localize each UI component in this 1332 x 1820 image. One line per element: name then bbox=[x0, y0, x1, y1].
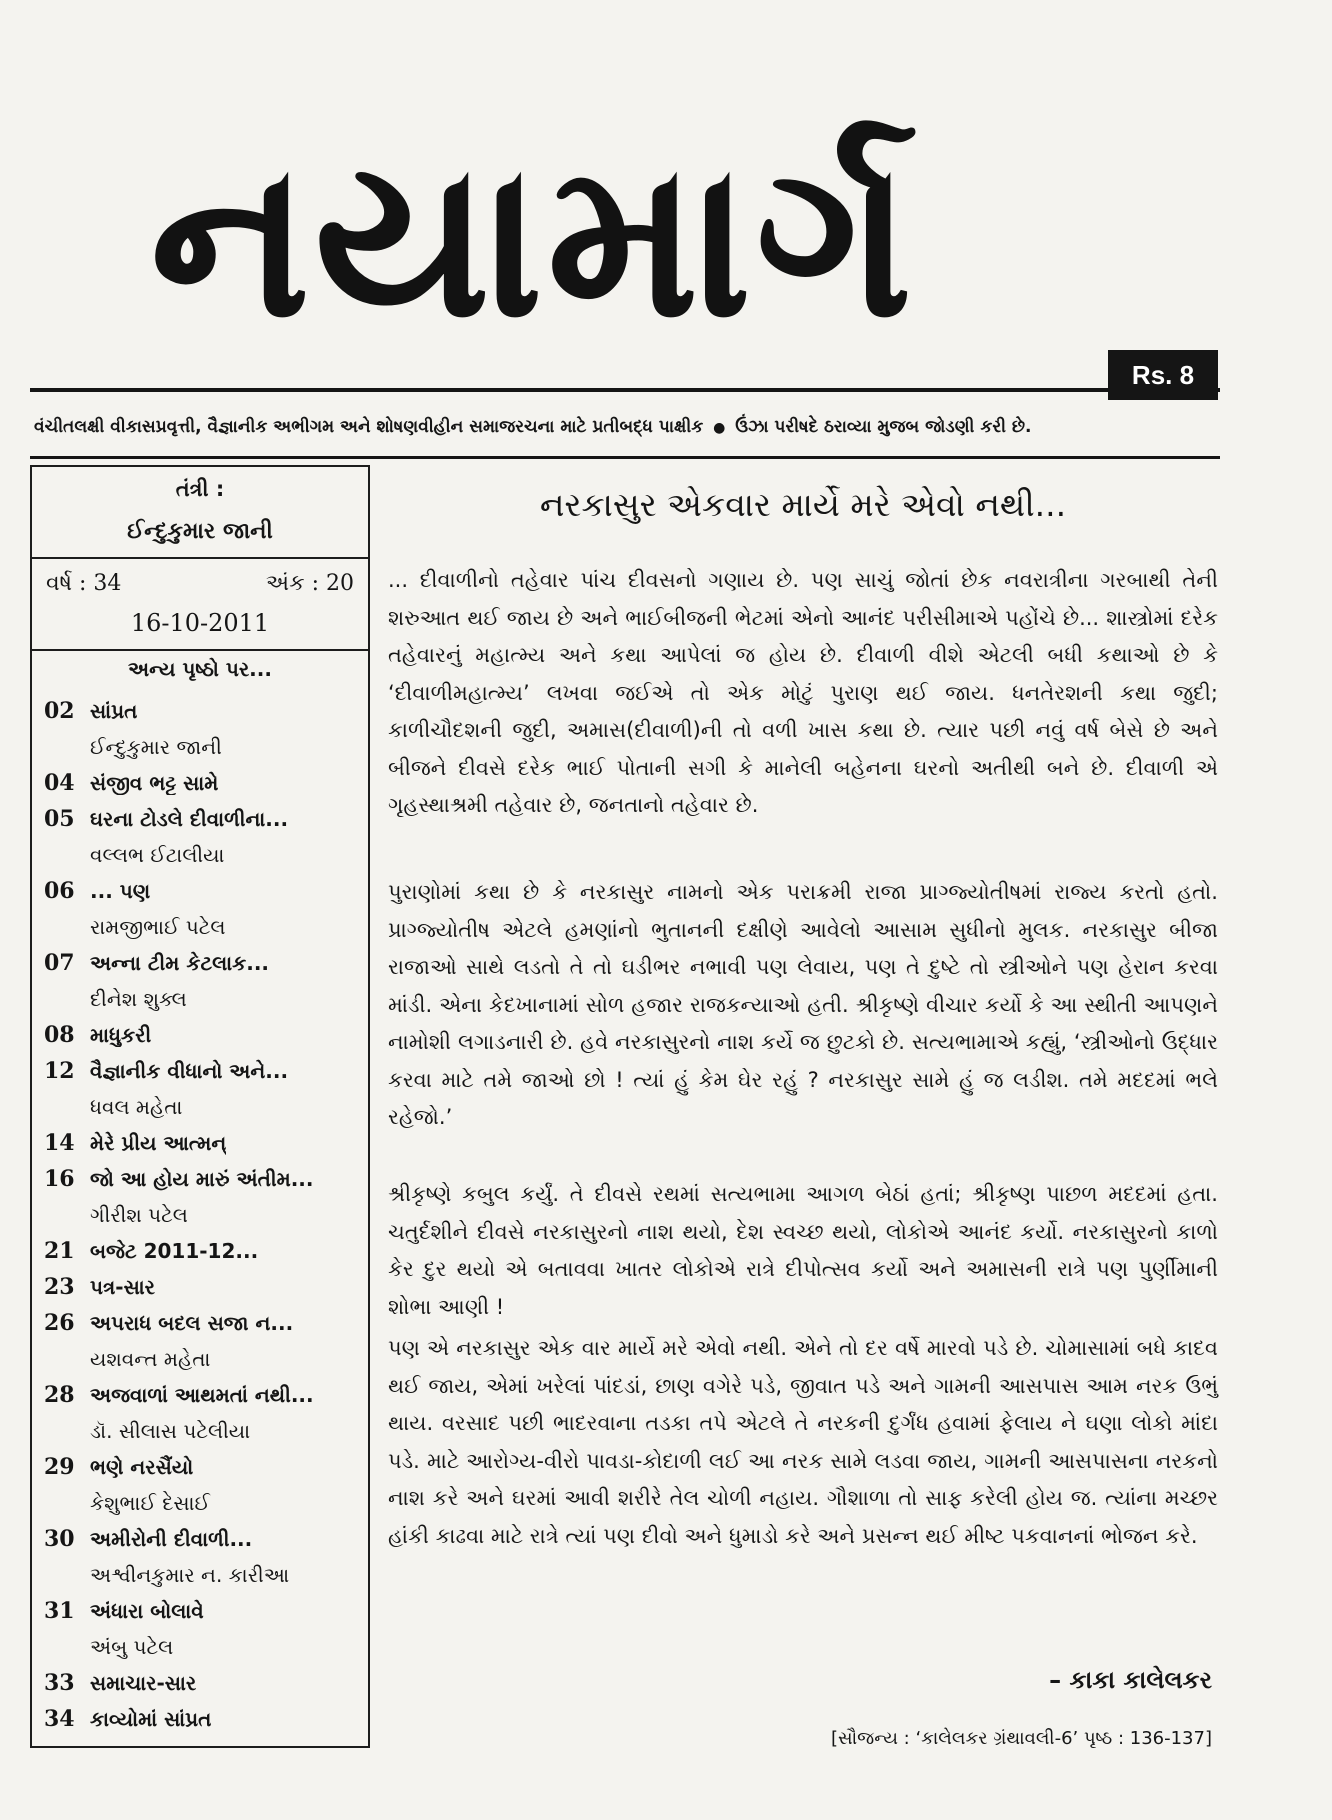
toc-title: અંધારા બોલાવે bbox=[90, 1599, 204, 1623]
article-headline: નરકાસુર એકવાર માર્યે મરે એવો નથી... bbox=[539, 485, 1067, 524]
toc-row bbox=[32, 693, 368, 729]
toc-title: ઘરના ટોડલે દીવાળીના... bbox=[90, 807, 289, 831]
toc-row bbox=[32, 945, 368, 981]
toc-author: ઈન્દુકુમાર જાની bbox=[90, 735, 222, 759]
toc-row bbox=[32, 801, 368, 837]
article-paragraph: પણ એ નરકાસુર એક વાર માર્યે મરે એવો નથી. એને તો દર વર્ષે મારવો પડે છે. ચોમાસામાં બધે કાદવ થઈ જાય, એમાં ખરેલાં પાંદડાં, છાણ વગેરે પડે, જીવાત પડે અને ગામની આસપાસ આમ નરક ઉભું થાય. વરસાદ પછી ભાદરવાના તડકા તપે એટલે તે નરકની દુર્ગંધ હવામાં ફેલાય ને ઘણા લોકો માંદા પડે. માટે આરોગ્ય-વીરો પાવડા-કોદાળી લઈ આ નરક સામે લડવા જાય, ગામની આસપાસના નરકનો નાશ કરે અને ઘરમાં આવી શરીરે તેલ ચોળી નહાય. ગૌશાળા તો સાફ કરેલી હોય જ. ત્યાંના મચ્છર હાંકી કાઢવા માટે રાત્રે ત્યાં પણ દીવો અને ધુમાડો કરે અને પ્રસન્ન થઈ મીષ્ટ પકવાનનાં ભોજન કરે. bbox=[388, 1336, 1218, 1548]
toc-item bbox=[32, 1665, 368, 1701]
toc-item bbox=[32, 945, 368, 1017]
toc-page-number: 26 bbox=[44, 1310, 75, 1336]
toc-title: ... પણ bbox=[90, 879, 151, 903]
toc-page-number: 31 bbox=[44, 1598, 75, 1624]
toc-row bbox=[32, 1701, 368, 1737]
toc-page-number: 07 bbox=[44, 950, 75, 976]
toc-row bbox=[32, 1233, 368, 1269]
toc-author: અંબુ પટેલ bbox=[90, 1635, 174, 1659]
toc-page-number: 02 bbox=[44, 698, 75, 724]
toc-page-number: 06 bbox=[44, 878, 75, 904]
toc-item bbox=[32, 1233, 368, 1269]
toc-title: જો આ હોય મારું અંતીમ... bbox=[90, 1167, 314, 1191]
toc-item bbox=[32, 693, 368, 765]
toc-item bbox=[32, 1125, 368, 1161]
tagline bbox=[34, 410, 1224, 444]
toc-title: અન્ના ટીમ કેટલાક... bbox=[90, 951, 270, 975]
toc-row bbox=[32, 1665, 368, 1701]
issue-year: વર્ષ : 34 bbox=[46, 571, 122, 596]
toc-title: સંજીવ ભટ્ટ સામે bbox=[90, 771, 219, 795]
toc-page-number: 29 bbox=[44, 1454, 75, 1480]
toc-item bbox=[32, 765, 368, 801]
toc-item bbox=[32, 1449, 368, 1521]
tagline-left: વંચીતલક્ષી વીકાસપ્રવૃત્તી, વૈજ્ઞાનીક અભીગમ અને શોષણવીહીન સમાજરચના માટે પ્રતીબદ્ધ પાક્ષીક bbox=[34, 417, 704, 437]
toc-row bbox=[32, 1053, 368, 1089]
toc-author: યશવન્ત મહેતા bbox=[90, 1347, 211, 1371]
toc-page-number: 16 bbox=[44, 1166, 75, 1192]
toc-row bbox=[32, 1125, 368, 1161]
toc-row bbox=[32, 1305, 368, 1341]
other-pages-heading: અન્ય પૃષ્ઠો પર... bbox=[128, 657, 272, 681]
article-credit: [સૌજન્ય : ‘કાલેલકર ગ્રંથાવલી-6’ પૃષ્ઠ : 136-137] bbox=[830, 1728, 1212, 1749]
toc-page-number: 12 bbox=[44, 1058, 75, 1084]
price-badge: Rs. 8 bbox=[1108, 350, 1218, 400]
editor-label: તંત્રી : bbox=[175, 477, 225, 501]
toc-title: પત્ર-સાર bbox=[90, 1275, 156, 1299]
article-paragraph: શ્રીકૃષ્ણે કબુલ કર્યું. તે દીવસે રથમાં સત્યભામા આગળ બેઠાં હતાં; શ્રીકૃષ્ણ પાછળ મદદમાં હતા. ચતુર્દશીને દીવસે નરકાસુરનો નાશ થયો, દેશ સ્વચ્છ થયો, લોકોએ આનંદ કર્યો. નરકાસુરનો કાળો કેર દુર થયો એ બતાવવા ખાતર લોકોએ રાત્રે દીપોત્સવ કર્યો અને અમાસની રાત્રે પણ પુર્ણીમાની શોભા આણી ! bbox=[388, 1182, 1218, 1319]
toc-row bbox=[32, 765, 368, 801]
toc-title: વૈજ્ઞાનીક વીધાનો અને... bbox=[90, 1059, 289, 1083]
toc-title: અજવાળાં આથમતાં નથી... bbox=[90, 1383, 314, 1407]
toc-item bbox=[32, 1269, 368, 1305]
editor-box bbox=[32, 467, 368, 559]
article-paragraph: ... દીવાળીનો તહેવાર પાંચ દીવસનો ગણાય છે. પણ સાચું જોતાં છેક નવરાત્રીના ગરબાથી તેની શરુઆત થઈ જાય છે અને ભાઈબીજની ભેટમાં એનો આનંદ પરીસીમાએ પહોંચે છે... શાસ્ત્રોમાં દરેક તહેવારનું મહાત્મ્ય અને કથા આપેલાં જ હોય છે. દીવાળી વીશે એટલી બધી કથાઓ છે કે ‘દીવાળીમહાત્મ્ય’ લખવા જઈએ તો એક મોટું પુરાણ થઈ જાય. ધનતેરશની કથા જુદી; કાળીચૌદશની જુદી, અમાસ(દીવાળી)ની તો વળી ખાસ કથા છે. ત્યાર પછી નવું વર્ષ બેસે છે અને બીજને દીવસે દરેક ભાઈ પોતાની સગી કે માનેલી બહેનના ઘરનો અતીથી બને છે. દીવાળી એ ગૃહસ્થાશ્રમી તહેવાર છે, જનતાનો તહેવાર છે. bbox=[388, 568, 1218, 817]
toc-page-number: 23 bbox=[44, 1274, 75, 1300]
toc-item bbox=[32, 1521, 368, 1593]
toc-author: રામજીભાઈ પટેલ bbox=[90, 915, 226, 939]
article bbox=[388, 470, 1218, 1760]
toc-title: અપરાધ બદલ સજા ન... bbox=[90, 1311, 294, 1335]
toc-author: અશ્વીનકુમાર ન. કારીઆ bbox=[90, 1563, 290, 1587]
masthead-title: નયામાર્ગ bbox=[150, 114, 917, 365]
bullet-icon: ● bbox=[713, 420, 726, 436]
toc-item bbox=[32, 1161, 368, 1233]
toc-author: વલ્લભ ઈટાલીયા bbox=[90, 843, 225, 867]
toc-page-number: 14 bbox=[44, 1130, 75, 1156]
toc-item bbox=[32, 873, 368, 945]
toc-item bbox=[32, 1593, 368, 1665]
table-of-contents bbox=[32, 693, 368, 1737]
editor-name: ઈન્દુકુમાર જાની bbox=[127, 519, 273, 544]
toc-page-number: 30 bbox=[44, 1526, 75, 1552]
sidebar-contents bbox=[30, 465, 370, 1748]
toc-row bbox=[32, 873, 368, 909]
toc-row bbox=[32, 1449, 368, 1485]
toc-title: મેરે પ્રીય આત્મન્ bbox=[90, 1131, 227, 1155]
toc-item bbox=[32, 1701, 368, 1737]
toc-title: કાવ્યોમાં સાંપ્રત bbox=[90, 1707, 212, 1731]
toc-page-number: 33 bbox=[44, 1670, 75, 1696]
toc-page-number: 34 bbox=[44, 1706, 75, 1732]
toc-title: સાંપ્રત bbox=[90, 699, 138, 723]
toc-row bbox=[32, 1521, 368, 1557]
toc-item bbox=[32, 1377, 368, 1449]
tagline-right: ઉંઝા પરીષદે ઠરાવ્યા મુજબ જોડણી કરી છે. bbox=[735, 417, 1032, 437]
toc-page-number: 08 bbox=[44, 1022, 75, 1048]
toc-title: અમીરોની દીવાળી... bbox=[90, 1527, 253, 1551]
toc-author: ધવલ મહેતા bbox=[90, 1095, 183, 1119]
toc-row bbox=[32, 1017, 368, 1053]
toc-page-number: 04 bbox=[44, 770, 75, 796]
toc-title: માધુકરી bbox=[90, 1023, 152, 1047]
toc-title: સમાચાર-સાર bbox=[90, 1671, 197, 1695]
toc-item bbox=[32, 801, 368, 873]
toc-item bbox=[32, 1017, 368, 1053]
toc-author: ગીરીશ પટેલ bbox=[90, 1203, 188, 1227]
divider bbox=[30, 456, 1220, 459]
toc-item bbox=[32, 1305, 368, 1377]
toc-page-number: 21 bbox=[44, 1238, 75, 1264]
toc-page-number: 05 bbox=[44, 806, 75, 832]
toc-title: બજેટ 2011-12... bbox=[90, 1239, 259, 1263]
toc-row bbox=[32, 1593, 368, 1629]
toc-author: ડૉ. સીલાસ પટેલીયા bbox=[90, 1419, 251, 1443]
issue-box bbox=[32, 559, 368, 651]
toc-page-number: 28 bbox=[44, 1382, 75, 1408]
toc-row bbox=[32, 1377, 368, 1413]
toc-item bbox=[32, 1053, 368, 1125]
divider bbox=[30, 388, 1220, 392]
toc-author: કેશુભાઈ દેસાઈ bbox=[90, 1491, 210, 1515]
issue-date: 16-10-2011 bbox=[130, 609, 270, 637]
article-author: – કાકા કાલેલકર bbox=[1049, 1666, 1212, 1694]
toc-title: ભણે નરસૈંયો bbox=[90, 1455, 194, 1479]
toc-row bbox=[32, 1161, 368, 1197]
article-paragraph: પુરાણોમાં કથા છે કે નરકાસુર નામનો એક પરાક્રમી રાજા પ્રાગ્જ્યોતીષમાં રાજ્ય કરતો હતો. પ્રાગ્જ્યોતીષ એટલે હમણાંનો ભુતાનની દક્ષીણે આવેલો આસામ સુધીનો મુલક. નરકાસુર બીજા રાજાઓ સાથે લડતો તે તો ઘડીભર નભાવી પણ લેવાય, પણ તે દુષ્ટે તો સ્ત્રીઓને પણ હેરાન કરવા માંડી. એના કેદખાનામાં સોળ હજાર રાજકન્યાઓ હતી. શ્રીકૃષ્ણે વીચાર કર્યો કે આ સ્થીતી આપણને નામોશી લગાડનારી છે. હવે નરકાસુરનો નાશ કર્યે જ છુટકો છે. સત્યભામાએ કહ્યું, ‘સ્ત્રીઓનો ઉદ્ધાર કરવા માટે તમે જાઓ છો ! ત્યાં હું કેમ ઘેર રહું ? નરકાસુર સામે હું જ લડીશ. તમે મદદમાં ભલે રહેજો.’ bbox=[388, 880, 1218, 1129]
toc-row bbox=[32, 1269, 368, 1305]
issue-number: અંક : 20 bbox=[265, 571, 354, 596]
toc-author: દીનેશ શુક્લ bbox=[90, 987, 187, 1011]
